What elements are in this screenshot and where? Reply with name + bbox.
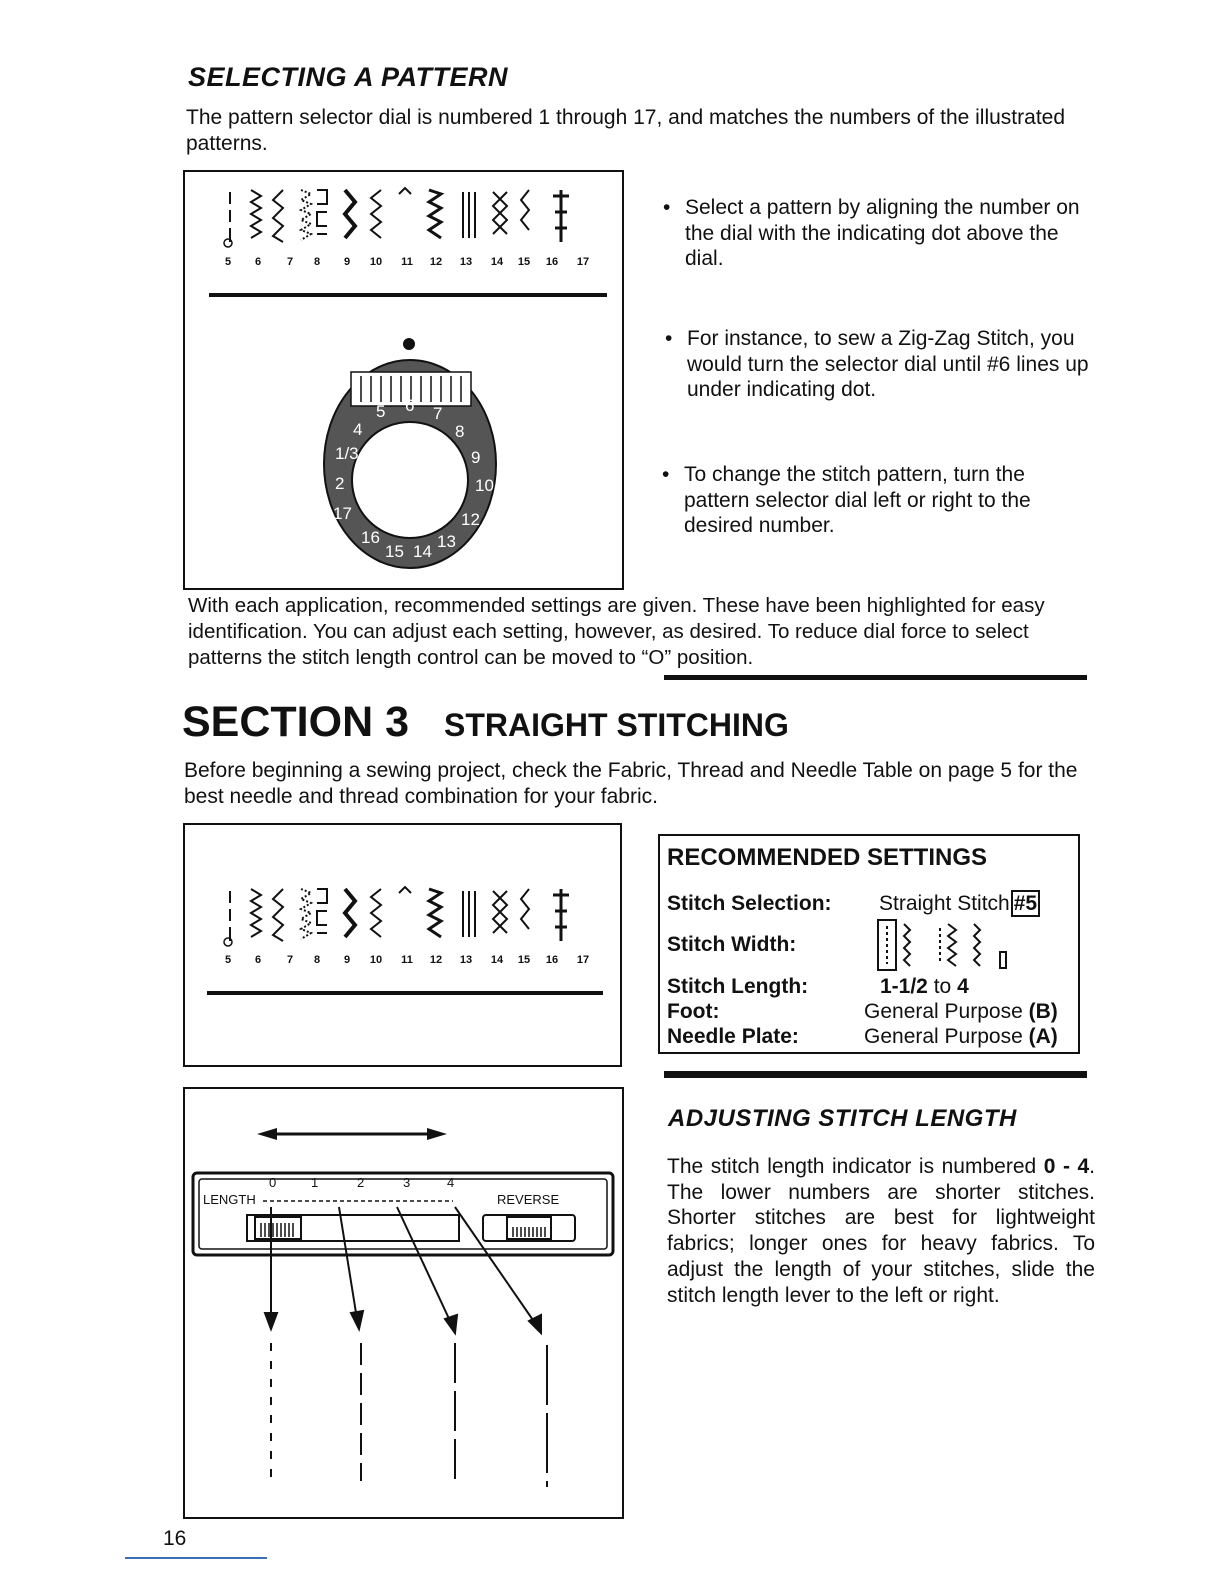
indicating-dot xyxy=(403,338,415,350)
settings-note: With each application, recommended settings are given. These have been highlighted for easy identification. You can adjust each setting, however, as desired. To reduce dial force to select patterns the stitch length control can be moved to “O” position. xyxy=(188,594,1045,669)
pattern-numbers-2: 5 6 7 8 9 10 11 12 13 14 15 16 17 xyxy=(224,954,590,966)
section-title: STRAIGHT STITCHING xyxy=(444,707,789,743)
foot-label: Foot: xyxy=(667,1000,720,1023)
foot-value: General Purpose (B) xyxy=(864,1000,1058,1023)
bullet-select-pattern: • Select a pattern by aligning the number on the dial with the indicating dot above the dial. xyxy=(663,196,1080,270)
stitch-length-lever-figure xyxy=(183,1087,624,1519)
stitch-length-value: 1-1/2 to 4 xyxy=(880,975,969,998)
stitch-width-icons xyxy=(876,918,1016,974)
section-rule-2 xyxy=(664,1071,1087,1078)
pattern-dial-figure xyxy=(183,170,624,590)
selecting-pattern-intro: The pattern selector dial is numbered 1 through 17, and matches the numbers of the illustrated patterns. xyxy=(186,106,1066,155)
page-number: 16 xyxy=(163,1527,187,1550)
length-label: LENGTH xyxy=(203,1192,256,1207)
adjusting-stitch-length-body: The stitch length indicator is numbered 0 - 4. The lower numbers are shorter stitches. Shorter stitches are best for lightweight fabrics; longer ones for heavy fabrics. To adjust the length of your stitches, slide the stitch length lever to the left or right. xyxy=(667,1155,1095,1307)
straight-stitch-pattern-figure xyxy=(183,823,622,1067)
bullet-zigzag-example: • For instance, to sew a Zig-Zag Stitch, you would turn the selector dial until #6 lines up under indicating dot. xyxy=(665,327,1089,401)
needle-plate-value: General Purpose (A) xyxy=(864,1025,1058,1048)
adjusting-stitch-length-heading: ADJUSTING STITCH LENGTH xyxy=(668,1105,1017,1132)
pattern-selector-dial[interactable]: 5 6 7 8 9 10 12 13 14 15 16 17 2 1/3 4 xyxy=(321,352,499,570)
stitch-length-lever-illustration xyxy=(185,1089,622,1517)
stitch-patterns-illustration-2 xyxy=(185,825,620,1065)
footer-line xyxy=(125,1557,267,1559)
stitch-number-badge: #5 xyxy=(1011,890,1040,917)
needle-plate-label: Needle Plate: xyxy=(667,1025,799,1048)
pattern-numbers: 5 6 7 8 9 10 11 12 13 14 15 16 17 xyxy=(224,256,590,268)
selecting-pattern-heading: SELECTING A PATTERN xyxy=(188,62,508,92)
recommended-settings-title: RECOMMENDED SETTINGS xyxy=(667,844,988,871)
bullet-change-pattern: • To change the stitch pattern, turn the pattern selector dial left or right to the desired number. xyxy=(662,463,1031,537)
stitch-length-label: Stitch Length: xyxy=(667,975,809,998)
section3-intro: Before beginning a sewing project, check the Fabric, Thread and Needle Table on page 5 for the best needle and thread combination for your fabric. xyxy=(184,759,1078,808)
reverse-label: REVERSE xyxy=(497,1192,560,1207)
stitch-selection-value: Straight Stitch #5 xyxy=(879,892,1040,916)
length-scale: 0 1 2 3 4 xyxy=(269,1175,455,1190)
stitch-width-label: Stitch Width: xyxy=(667,933,797,956)
section-number: SECTION 3 xyxy=(182,698,409,746)
stitch-selection-label: Stitch Selection: xyxy=(667,892,832,915)
section-rule-1 xyxy=(664,675,1087,680)
pattern-divider xyxy=(209,293,607,297)
recommended-settings-box xyxy=(658,834,1080,1054)
